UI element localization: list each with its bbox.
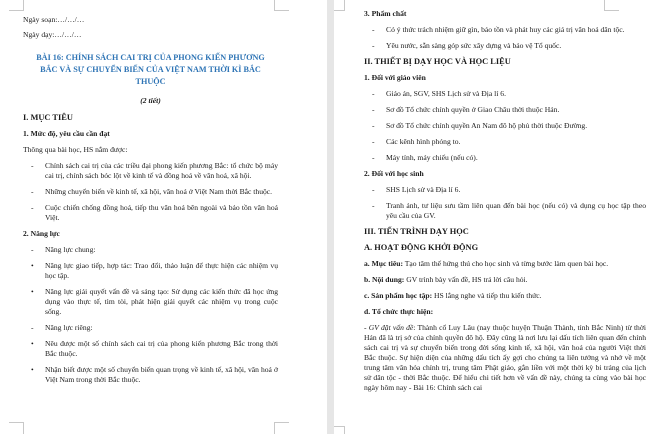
list-item: - Những chuyển biến về kinh tế, xã hội, văn hoá ở Việt Nam thời Bắc thuộc. [31,187,273,196]
list-item: • Nêu được một số chính sách cai trị của phong kiến phương Bắc trong thời Bắc thuộc. [31,339,278,358]
list-item: • Năng lực giao tiếp, hợp tác: Trao đổi, thảo luận để thực hiện các nhiệm vụ học tập. [31,261,278,280]
list-item: • Nhận biết được một số chuyển biến quan trọng về kinh tế, xã hội, văn hoá ở Việt Nam trong thời Bắc thuộc. [31,365,278,384]
content-paragraph: b. Nội dung: GV trình bày vấn đề, HS trả lời câu hỏi. [364,275,528,284]
list-item: - Năng lực chung: [31,245,96,254]
crop-mark [9,0,24,11]
list-item: - SHS Lịch sử và Địa lí 6. [372,185,461,194]
student-list [364,185,646,221]
list-item: - Các kênh hình phóng to. [372,137,461,146]
requirements-heading: 1. Mức độ, yêu cầu cần đạt [23,129,110,138]
competencies-heading: 2. Năng lực [23,229,60,238]
requirements-list [23,161,278,223]
section-equipment-heading: II. THIẾT BỊ DẠY HỌC VÀ HỌC LIỆU [364,57,511,66]
requirements-intro: Thông qua bài học, HS nắm được: [23,145,128,154]
list-item: - Máy tính, máy chiếu (nếu có). [372,153,478,162]
list-item: - Có ý thức trách nhiệm giữ gìn, bảo tồn và phát huy các giá trị văn hoá dân tộc. [372,25,625,34]
teacher-list [364,89,646,163]
activity-a-heading: A. HOẠT ĐỘNG KHỞI ĐỘNG [364,243,479,252]
list-item: - Giáo án, SGV, SHS Lịch sử và Địa lí 6. [372,89,506,98]
date-taught: Ngày dạy:…/…/… [23,30,82,39]
list-item: - Năng lực riêng: [31,323,93,332]
competencies-list [23,245,278,385]
student-heading: 2. Đối với học sinh [364,169,424,178]
lesson-periods: (2 tiết) [140,96,161,105]
teacher-heading: 1. Đối với giáo viên [364,73,426,82]
list-item: - Cuộc chiến chống đồng hoá, tiếp thu văn hoá bên ngoài và bảo tồn văn hoá Việt. [31,203,278,222]
list-item: - Sơ đồ Tổ chức chính quyền ở Giao Châu thời thuộc Hán. [372,105,560,114]
organization-heading: d. Tổ chức thực hiện: [364,307,434,316]
date-prepared: Ngày soạn:…/…/… [23,15,85,24]
crop-mark [334,426,345,434]
crop-mark [9,422,24,434]
list-item: - Yêu nước, sẵn sàng góp sức xây dựng và bảo vệ Tổ quốc. [372,41,562,50]
section-objectives-heading: I. MỤC TIÊU [23,113,73,122]
section-process-heading: III. TIẾN TRÌNH DẠY HỌC [364,227,469,236]
list-item: - Sơ đồ Tổ chức chính quyền An Nam đô hộ phủ thời thuộc Đường. [372,121,588,130]
page-1-body[interactable] [23,15,278,391]
document-page-2[interactable] [334,0,650,434]
page-2-body[interactable] [364,9,646,393]
crop-mark [334,0,345,11]
list-item: - Chính sách cai trị của các triều đại phong kiến phương Bắc: tổ chức bộ máy cai trị, chính sách bóc lột về kinh tế và đồng hoá về văn hoá, xã hội. [31,161,278,180]
qualities-list [364,25,646,51]
lesson-title: BÀI 16: CHÍNH SÁCH CAI TRỊ CỦA PHONG KIẾN PHƯƠNG BẮC VÀ SỰ CHUYỂN BIẾN CỦA VIỆT NAM THỜI KÌ BẮC THUỘC [36,53,265,86]
crop-mark [274,422,289,434]
list-item: - Tranh ảnh, tư liệu sưu tầm liên quan đến bài học (nếu có) và dụng cụ học tập theo yêu cầu của GV. [372,201,646,220]
product-paragraph: c. Sản phẩm học tập: HS lắng nghe và tiếp thu kiến thức. [364,291,542,300]
qualities-heading: 3. Phẩm chất [364,9,407,18]
intro-paragraph: - GV đặt vấn đề: Thành cổ Luy Lâu (nay thuộc huyện Thuận Thành, tỉnh Bắc Ninh) từ thời Hán đã là trị sở của chính quyền đô hộ. Đây cũng là nơi lưu lại dấu tích liên quan đến chính sách cai trị và sự chuyển biến trong đời sống kinh tế, xã hội, văn hoá của người Việt thời Bắc thuộc. Sự hiện diện của những dấu tích ấy gợi cho chúng ta liên tưởng và nhớ về một trung tâm văn hóa chính trị, trung tâm Phật giáo, gắn liền với một thời kỳ bi tráng của lịch sử dân tộc - thời Bắc thuộc. Để hiểu chi tiết hơn về vấn đề này, chúng ta cùng vào bài học ngày hôm nay - Bài 16: Chính sách cai [364,323,646,392]
list-item: • Năng lực giải quyết vấn đề và sáng tạo: Sử dụng các kiến thức đã học ứng dụng vào thực tế, tìm tòi, phát hiện giải quyết các nhiệm vụ trong cuộc sống. [31,287,278,316]
goal-paragraph: a. Mục tiêu: Tạo tâm thế hứng thú cho học sinh và từng bước làm quen bài học. [364,259,609,268]
crop-mark [274,0,289,11]
